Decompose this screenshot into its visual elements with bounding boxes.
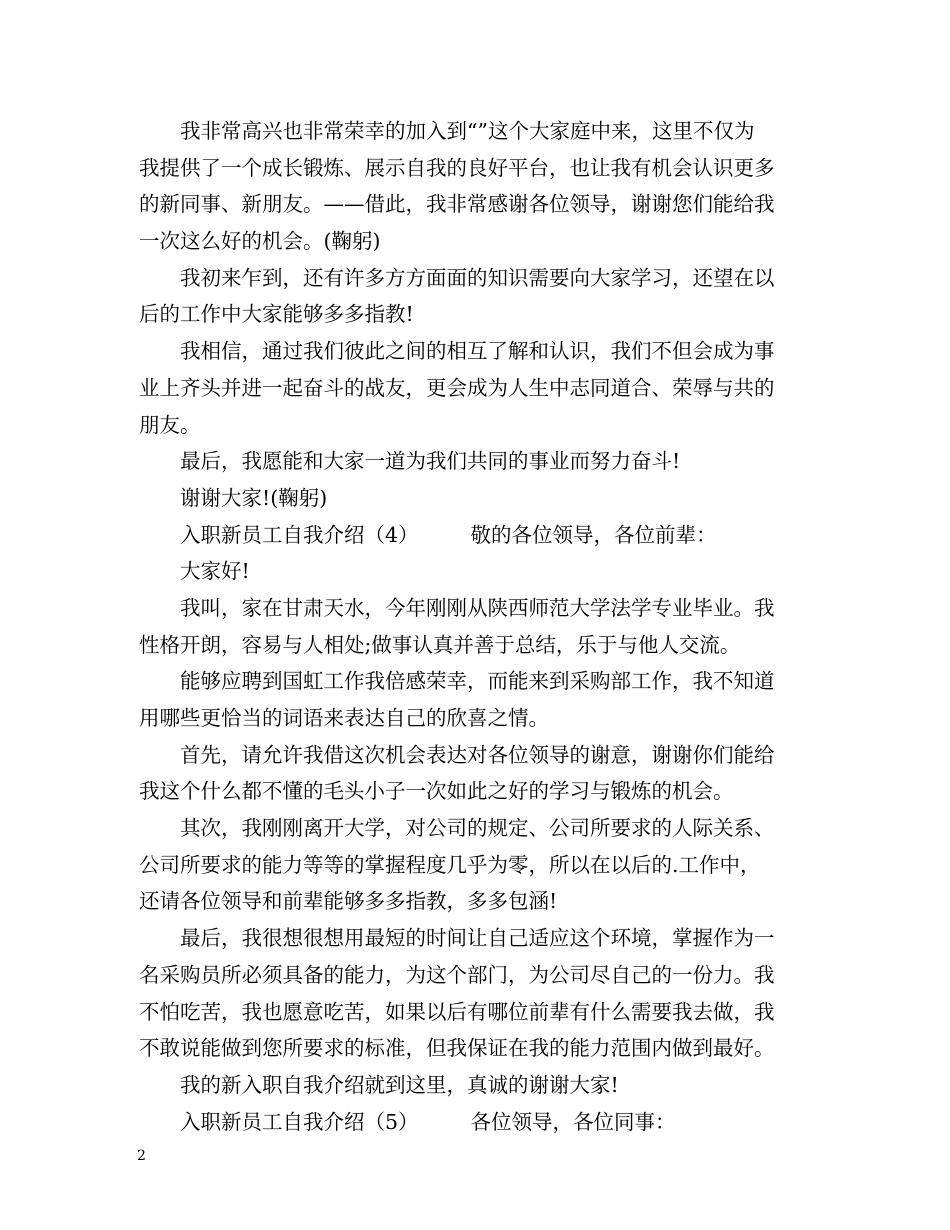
text-line: 用哪些更恰当的词语来表达自己的欣喜之情。 bbox=[139, 706, 549, 730]
paragraph bbox=[139, 737, 815, 810]
paragraph bbox=[139, 663, 815, 736]
text-line: 我的新入职自我介绍就到这里，真诚的谢谢大家! bbox=[180, 1072, 619, 1097]
paragraph bbox=[139, 260, 815, 333]
section-greeting: 各位领导，各位同事： bbox=[470, 1109, 676, 1134]
paragraph bbox=[139, 920, 815, 1067]
text-line: 我初来乍到，还有许多方方面面的知识需要向大家学习，还望在以 bbox=[180, 265, 775, 290]
page-number: 2 bbox=[137, 1148, 146, 1164]
text-line: 不怕吃苦，我也愿意吃苦，如果以后有哪位前辈有什么需要我去做，我 bbox=[139, 999, 775, 1024]
text-line: 我叫，家在甘肃天水，今年刚刚从陕西师范大学法学专业毕业。我 bbox=[180, 595, 775, 620]
text-line: 大家好! bbox=[180, 559, 250, 584]
text-line: 后的工作中大家能够多多指教! bbox=[139, 302, 414, 327]
section-heading-5 bbox=[139, 1104, 815, 1141]
text-line: 的新同事、新朋友。——借此，我非常感谢各位领导，谢谢您们能给我 bbox=[139, 192, 775, 217]
document-body bbox=[139, 113, 815, 1140]
text-line: 我提供了一个成长锻炼、展示自我的良好平台，也让我有机会认识更多 bbox=[139, 155, 775, 180]
text-line: 性格开朗，容易与人相处;做事认真并善于总结，乐于与他人交流。 bbox=[139, 632, 741, 657]
paragraph bbox=[139, 113, 815, 260]
text-line: 我这个什么都不懂的毛头小子一次如此之好的学习与锻炼的机会。 bbox=[139, 779, 734, 804]
text-line: 朋友。 bbox=[139, 412, 201, 437]
section-greeting: 敬的各位领导，各位前辈： bbox=[470, 522, 717, 547]
text-line: 名采购员所必须具备的能力，为这个部门，为公司尽自己的一份力。我 bbox=[139, 962, 775, 987]
text-line: 公司所要求的能力等等的掌握程度几乎为零，所以在以后的.工作中， bbox=[139, 852, 761, 877]
text-line: 一次这么好的机会。(鞠躬) bbox=[139, 229, 381, 254]
section-heading-4 bbox=[139, 517, 815, 554]
paragraph bbox=[139, 333, 815, 443]
paragraph bbox=[139, 553, 815, 590]
paragraph bbox=[139, 810, 815, 920]
text-line: 最后，我很想很想用最短的时间让自己适应这个环境，掌握作为一 bbox=[180, 926, 775, 951]
paragraph bbox=[139, 1067, 815, 1104]
text-line: 我非常高兴也非常荣幸的加入到“”这个大家庭中来，这里不仅为 bbox=[180, 119, 755, 143]
section-title: 入职新员工自我介绍（5） bbox=[180, 1109, 419, 1134]
text-line: 我相信，通过我们彼此之间的相互了解和认识，我们不但会成为事 bbox=[180, 339, 775, 364]
text-line: 谢谢大家!(鞠躬) bbox=[180, 485, 328, 510]
paragraph bbox=[139, 480, 815, 517]
paragraph bbox=[139, 590, 815, 663]
text-line: 还请各位领导和前辈能够多多指教，多多包涵! bbox=[139, 889, 558, 914]
text-line: 其次，我刚刚离开大学，对公司的规定、公司所要求的人际关系、 bbox=[180, 816, 775, 841]
paragraph bbox=[139, 443, 815, 480]
text-line: 首先，请允许我借这次机会表达对各位领导的谢意，谢谢你们能给 bbox=[180, 742, 775, 767]
section-title: 入职新员工自我介绍（4） bbox=[180, 522, 419, 547]
text-line: 最后，我愿能和大家一道为我们共同的事业而努力奋斗! bbox=[180, 449, 681, 474]
text-line: 能够应聘到国虹工作我倍感荣幸，而能来到采购部工作，我不知道 bbox=[180, 669, 775, 694]
text-line: 不敢说能做到您所要求的标准，但我保证在我的能力范围内做到最好。 bbox=[139, 1036, 775, 1061]
text-line: 业上齐头并进一起奋斗的战友，更会成为人生中志同道合、荣辱与共的 bbox=[139, 375, 775, 400]
